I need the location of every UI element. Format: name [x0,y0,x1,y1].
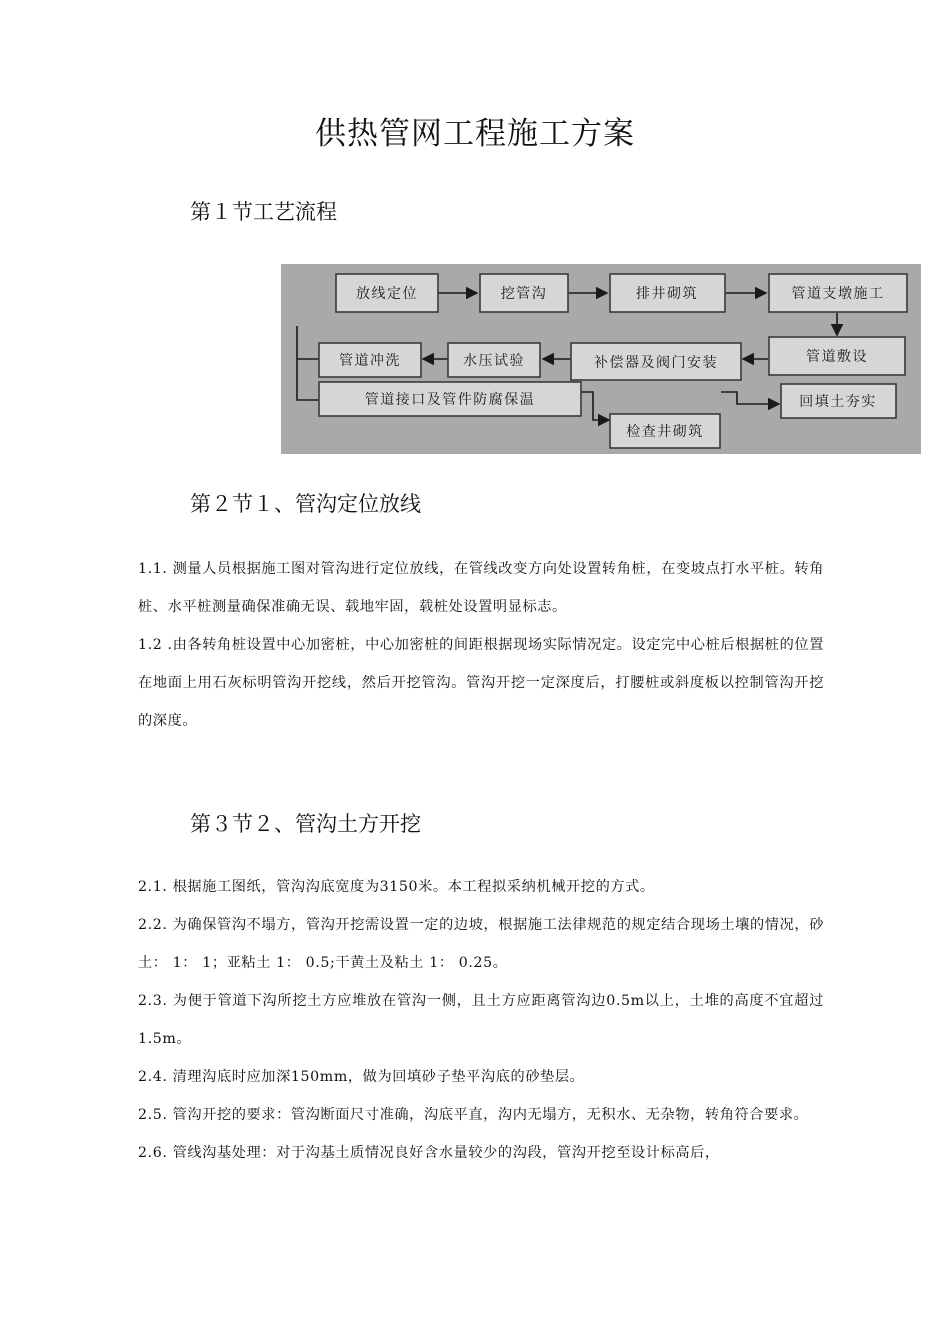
flow-box-label: 管道冲洗 [339,353,401,369]
paragraph: 2.1. 根据施工图纸，管沟沟底宽度为3150米。本工程拟采纳机械开挖的方式。 [138,879,655,895]
flow-box-hydrostatic-test [448,343,540,377]
flow-box-label: 检查井砌筑 [626,424,704,440]
flow-box-pier-construction [769,274,907,312]
flow-bracket [297,326,319,400]
flow-box-well-inspection [610,414,720,448]
flow-box-well-masonry [610,274,725,312]
flow-box-label: 排井砌筑 [636,286,698,302]
flowchart-canvas [281,264,921,454]
flow-box-layout-placement [336,274,438,312]
flow-box-label: 补偿器及阀门安装 [594,355,718,371]
flow-box-label: 回填土夯实 [799,394,877,410]
section-2-heading: 第２节１、管沟定位放线 [190,492,421,516]
paragraph: 2.3. 为便于管道下沟所挖土方应堆放在管沟一侧，且土方应距离管沟边0.5m以上，土堆的高度不宜超过1.5m。 [138,993,824,1047]
flow-box-dig-trench [480,274,568,312]
section-1-heading: 第１节工艺流程 [190,200,337,224]
paragraph: 2.2. 为确保管沟不塌方，管沟开挖需设置一定的边坡，根据施工法律规范的规定结合现场土壤的情况，砂土： 1： 1；亚粘土 1： 0.5;干黄土及粘土 1： 0.25。 [138,917,824,971]
section-3-body [138,868,824,1172]
flow-box-label: 管道支墩施工 [791,286,885,302]
flow-box-compensator-valve [571,343,741,380]
process-flowchart [281,264,921,454]
flow-box-pipe-flushing [319,343,421,377]
flow-box-label: 放线定位 [356,286,418,302]
flow-box-label: 管道敷设 [806,349,868,365]
paragraph: 2.4. 清理沟底时应加深150mm，做为回填砂子垫平沟底的砂垫层。 [138,1069,585,1085]
section-3-heading: 第３节２、管沟土方开挖 [190,812,421,836]
paragraph: 2.5. 管沟开挖的要求：管沟断面尺寸准确，沟底平直，沟内无塌方，无积水、无杂物，转角符合要求。 [138,1107,809,1123]
flow-box-label: 挖管沟 [500,286,548,302]
paragraph: 1.1. 测量人员根据施工图对管沟进行定位放线，在管线改变方向处设置转角桩，在变坡点打水平桩。转角桩、水平桩测量确保准确无误、载地牢固，载桩处设置明显标志。 [138,561,824,615]
document-title: 供热管网工程施工方案 [315,116,635,152]
flow-box-backfill [781,384,896,418]
flow-box-pipe-laying [769,337,905,375]
section-2-body [138,550,824,740]
paragraph: 2.6. 管线沟基处理：对于沟基土质情况良好含水量较少的沟段，管沟开挖至设计标高后， [138,1145,720,1161]
flow-box-label: 管道接口及管件防腐保温 [364,392,536,408]
paragraph: 1.2 .由各转角桩设置中心加密桩，中心加密桩的间距根据现场实际情况定。设定完中心桩后根据桩的位置在地面上用石灰标明管沟开挖线，然后开挖管沟。管沟开挖一定深度后，打腰桩或斜度板以控制管沟开挖的深度。 [138,637,824,729]
flow-box-joint-anticorrosion [319,382,581,416]
flow-box-label: 水压试验 [463,353,525,369]
flow-arrow [581,392,609,420]
flow-arrow [721,392,779,404]
